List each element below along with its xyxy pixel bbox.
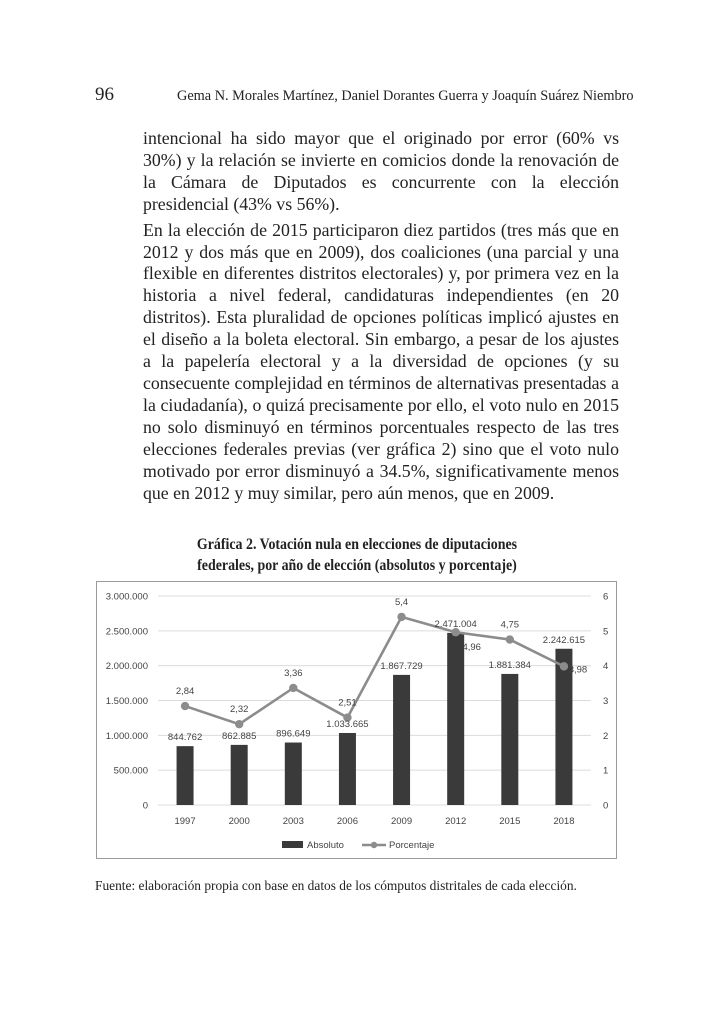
- y-left-tick-label: 2.000.000: [105, 661, 148, 673]
- y-left-tick-label: 2.500.000: [105, 626, 148, 638]
- y-right-tick-label: 5: [603, 626, 609, 638]
- x-tick-label: 2000: [228, 816, 250, 827]
- line-data-label: 2,84: [175, 686, 195, 698]
- x-tick-label: 2018: [553, 816, 575, 827]
- line-data-label: 3,98: [568, 664, 588, 676]
- y-left-tick-label: 0: [142, 800, 148, 812]
- bar-data-label: 1.033.665: [326, 718, 369, 730]
- bar-data-label: 896.649: [276, 728, 311, 740]
- body-text: [143, 128, 619, 504]
- line-point: [289, 684, 297, 692]
- x-tick-label: 1997: [174, 816, 196, 827]
- bar-data-label: 862.885: [222, 730, 257, 742]
- line-data-label: 5,4: [394, 596, 409, 608]
- line-data-label: 4,75: [500, 619, 520, 631]
- line-point: [397, 613, 405, 621]
- bar: [447, 633, 464, 805]
- line-data-label: 3,36: [284, 667, 303, 679]
- figure-caption-line: Gráfica 2. Votación nula en elecciones de diputaciones: [196, 535, 518, 553]
- bar: [177, 746, 194, 805]
- x-tick-label: 2006: [336, 816, 359, 827]
- legend-label: Porcentaje: [389, 840, 435, 851]
- y-left-tick-label: 1.000.000: [105, 730, 148, 742]
- figure-caption-line: federales, por año de elección (absolutos y porcentaje): [197, 556, 517, 574]
- y-left-tick-label: 3.000.000: [105, 591, 148, 603]
- line-data-label: 4,96: [462, 642, 481, 654]
- paragraph: En la elección de 2015 participaron diez partidos (tres más que en 2012 y dos más que en 2009), dos coaliciones (una parcial y una flexible en diferentes distritos electorales) y, por primera vez en la historia a nivel federal, candidaturas independientes (en 20 distritos). Esta pluralidad de opciones políticas implicó ajustes en el diseño a la boleta electoral. Sin embargo, a pesar de los ajustes a la papelería electoral y a la diversidad de opciones (y su consecuente complejidad en términos de alternativas presentadas a la ciudadanía), o quizá precisamente por ello, el voto nulo en 2015 no solo disminuyó en términos porcentuales respecto de las tres elecciones federales previas (ver gráfica 2) sino que el voto nulo motivado por error disminuyó a 34.5%, significativamente menos que en 2012 y muy similar, pero aún menos, que en 2009.: [143, 219, 619, 503]
- y-right-tick-label: 4: [603, 661, 609, 673]
- bar: [231, 745, 248, 805]
- source-note: Fuente: elaboración propia con base en datos de los cómputos distritales de cada elección.: [95, 878, 577, 893]
- y-left-tick-label: 1.500.000: [105, 696, 148, 707]
- x-tick-label: 2015: [499, 816, 521, 827]
- y-right-tick-label: 0: [603, 800, 609, 812]
- paragraph: intencional ha sido mayor que el originado por error (60% vs 30%) y la relación se invierte en comicios donde la renovación de la Cámara de Diputados es concurrente con la elección presidencial (43% vs 56%).: [143, 128, 619, 214]
- y-right-tick-label: 6: [603, 591, 609, 603]
- x-tick-label: 2003: [282, 816, 304, 827]
- page-number: 96: [95, 84, 114, 105]
- bar: [393, 675, 410, 805]
- bar-data-label: 1.881.384: [488, 659, 531, 671]
- y-right-tick-label: 1: [603, 765, 609, 777]
- line-point: [181, 702, 189, 710]
- line-data-label: 2,32: [229, 704, 249, 716]
- figure-caption: [50, 534, 664, 576]
- x-tick-label: 2012: [445, 816, 467, 827]
- bar-data-label: 844.762: [167, 732, 203, 744]
- bar: [285, 743, 302, 805]
- y-left-tick-label: 500.000: [113, 765, 148, 777]
- legend-swatch-marker: [371, 842, 377, 848]
- y-right-tick-label: 3: [603, 696, 609, 707]
- line-point: [560, 662, 568, 670]
- x-tick-label: 2009: [390, 816, 413, 827]
- line-point: [506, 635, 514, 643]
- bar: [339, 733, 356, 805]
- bar: [501, 674, 518, 805]
- running-header: Gema N. Morales Martínez, Daniel Dorantes Guerra y Joaquín Suárez Niembro: [177, 88, 634, 104]
- y-right-tick-label: 2: [603, 730, 609, 742]
- bar-data-label: 2.242.615: [542, 634, 586, 646]
- line-data-label: 2,51: [338, 697, 357, 709]
- legend-label: Absoluto: [307, 840, 344, 851]
- bar-data-label: 1.867.729: [380, 660, 423, 672]
- legend-swatch-bar: [282, 841, 303, 848]
- null-vote-chart: [96, 581, 617, 859]
- line-point: [235, 720, 243, 728]
- bar-data-label: 2.471.004: [434, 618, 477, 630]
